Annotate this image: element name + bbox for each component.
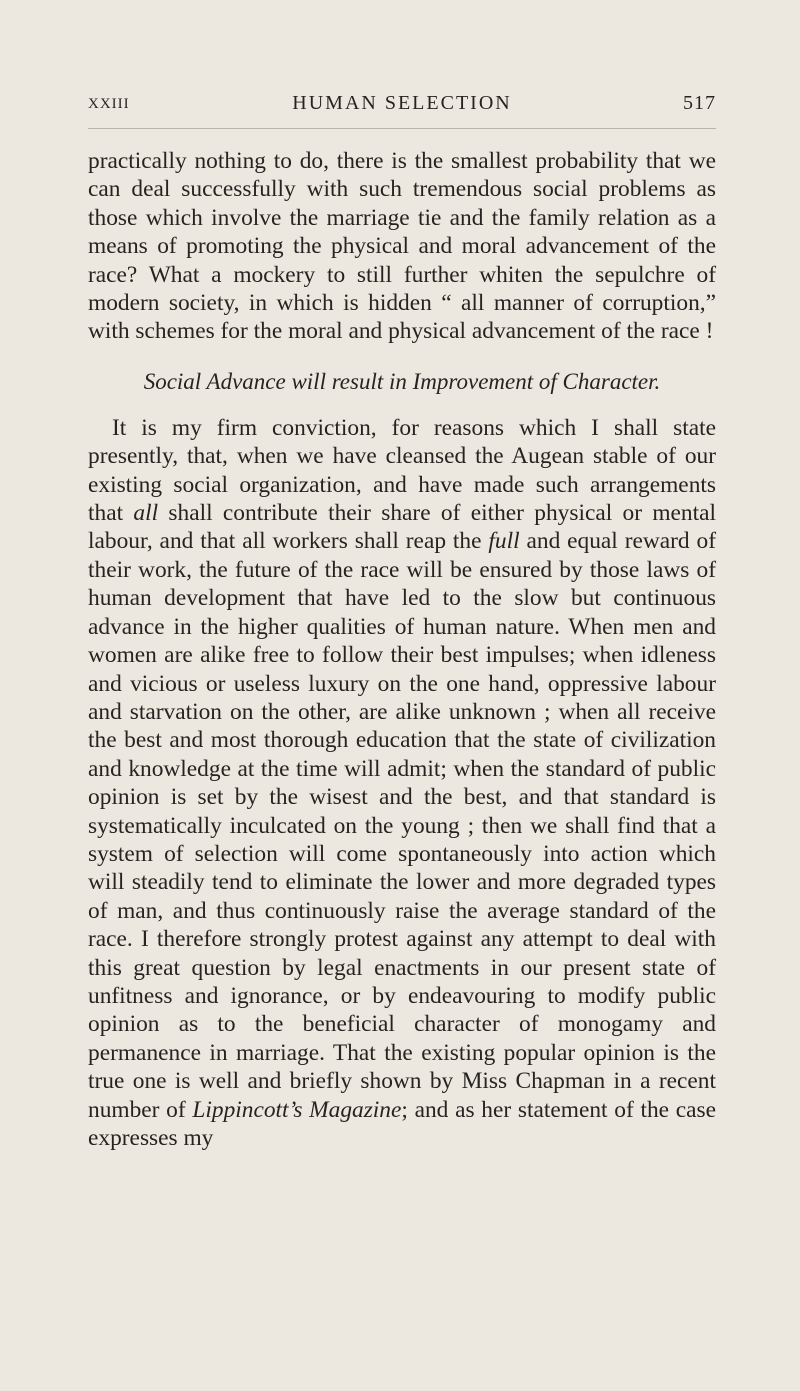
header-rule [88, 128, 716, 129]
paragraph-continued: practically nothing to do, there is the smallest probability that we can deal successfully with such tremendous social problems as those which involve the marriage tie and the family relation as a means of promoting the physical and moral advancement of the race? What a mockery to still further whiten the sepulchre of modern society, in which is hidden “ all manner of corruption,” with schemes for the moral and physical advancement of the race ! [88, 148, 716, 345]
body-text [88, 147, 716, 1152]
paragraph-text-2: shall contribute their share of either physical or mental labour, and that all workers shall reap the [88, 500, 716, 555]
page-number: 517 [683, 92, 716, 114]
emphasis-full: full [488, 528, 520, 555]
chapter-number: XXIII [88, 96, 130, 112]
paragraph-text-4: ; and as her statement of the case expresses my [88, 1096, 716, 1151]
paragraph-text-3: and equal reward of their work, the future of the race will be ensured by those laws of human development that have led to the slow but continuous advance in the higher qualities of human nature. When men and women are alike free to follow their best impulses; when idleness and vicious or useless luxury on the one hand, oppressive labour and starvation on the other, are alike unknown ; when all receive the best and most thorough education that the state of civilization and knowledge at the time will admit; when the standard of public opinion is set by the wisest and the best, and that standard is systematically inculcated on the young ; then we shall find that a system of selection will come spontaneously into action which will steadily tend to eliminate the lower and more degraded types of man, and thus continuously raise the average standard of the race. I therefore strongly protest against any attempt to deal with this great question by legal enactments in our present state of unfitness and ignorance, or by endeavouring to modify public opinion as to the beneficial character of monogamy and permanence in marriage. That the existing popular opinion is the true one is well and briefly shown by Miss Chapman in a recent number of [88, 528, 717, 1123]
paragraph-main [88, 414, 716, 1153]
book-page [0, 86, 800, 1391]
paragraph-text-1: It is my firm conviction, for reasons which I shall state presently, that, when we have cleansed the Augean stable of our existing social organization, and have made such arrangements that [88, 414, 716, 527]
section-heading: Social Advance will result in Improvement of Character. [143, 368, 661, 394]
emphasis-all: all [133, 500, 159, 527]
running-head [88, 86, 716, 126]
magazine-title: Lippincott’s Magazine [192, 1096, 402, 1123]
running-title: HUMAN SELECTION [292, 92, 512, 114]
